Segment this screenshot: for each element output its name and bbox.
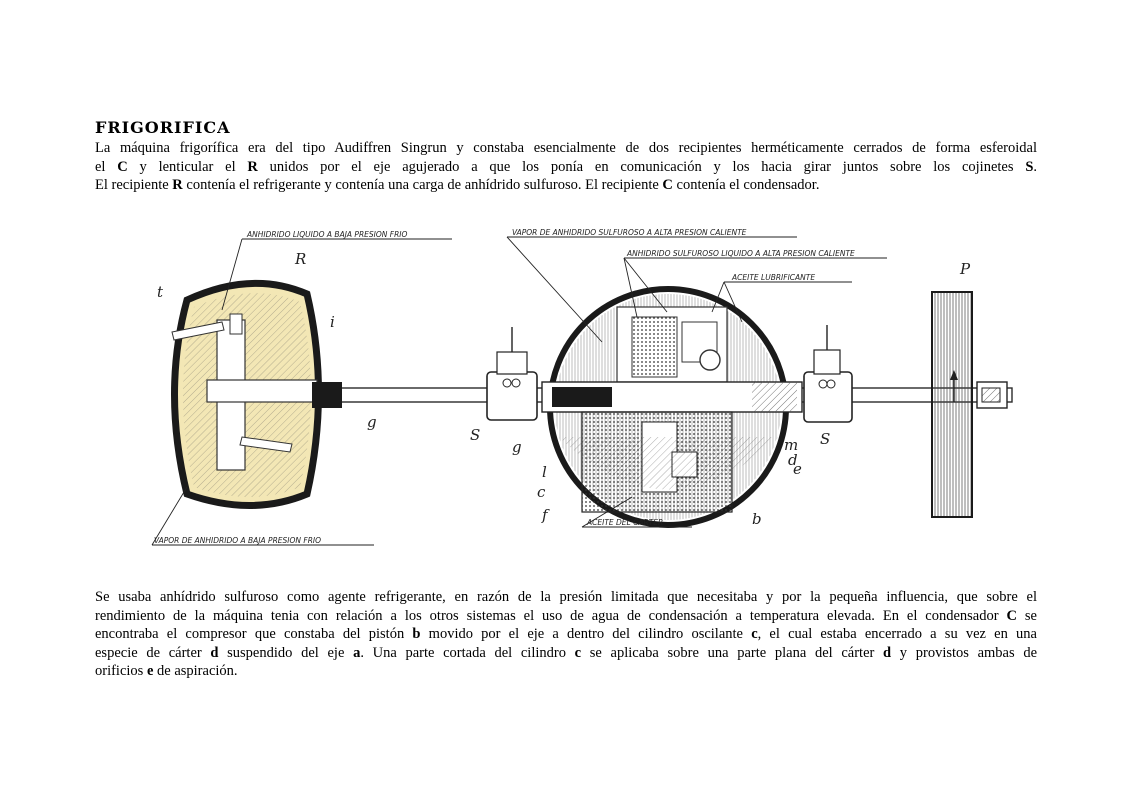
refrigerator-diagram	[112, 212, 1024, 560]
bearing-S-left	[487, 327, 537, 420]
label-S-left: S	[470, 426, 481, 444]
body-line-5: orificios e de aspiración.	[95, 663, 238, 679]
intro-line-2: el C y lenticular el R unidos por el eje agujerado a que los ponía en comunicación y los hacia girar juntos sobre los cojinetes S.	[95, 158, 1038, 175]
body-line-3: encontraba el compresor que constaba del pistón b movido por el eje a dentro del cilindro oscilante c, el cual estaba encerrado a su vez en una	[95, 626, 1037, 642]
label-i: i	[330, 313, 335, 331]
label-S-right: S	[820, 430, 831, 448]
intro-line-1: La máquina frigorífica era del tipo Audiffren Singrun y constaba esencialmente de dos recipientes herméticamente cerrados de forma esferoidal	[95, 140, 1037, 156]
label-f: f	[542, 506, 548, 524]
label-oil: ACEITE LUBRIFICANTE	[732, 273, 816, 282]
pulley-P	[932, 292, 1007, 517]
label-vapor-low: VAPOR DE ANHIDRIDO A BAJA PRESION FRIO	[154, 536, 322, 545]
body-line-4: especie de cárter d suspendido del eje a. Una parte cortada del cilindro c se aplicaba sobre una parte plana del cárter d y provistos ambas de	[95, 644, 1038, 661]
label-liquid-high: ANHIDRIDO SULFUROSO LIQUIDO A ALTA PRESION CALIENTE	[627, 249, 855, 258]
label-d: d	[788, 451, 798, 469]
label-t: t	[157, 283, 164, 301]
bearing-S-right	[804, 325, 852, 422]
label-l: l	[542, 463, 547, 481]
label-m: m	[784, 436, 799, 454]
label-c: c	[537, 483, 546, 501]
label-R: R	[295, 250, 307, 268]
label-P: P	[960, 260, 971, 278]
spherical-vessel-C	[542, 289, 802, 525]
label-e: e	[793, 460, 802, 478]
lenticular-vessel-R	[172, 283, 342, 505]
intro-line-3: El recipiente R contenía el refrigerante y contenía una carga de anhídrido sulfuroso. El recipiente C contenía el condensador.	[95, 177, 820, 193]
body-paragraph	[95, 588, 1037, 681]
label-g: g	[367, 413, 377, 431]
document-heading: FRIGORIFICA	[95, 118, 231, 137]
label-vapor-high: VAPOR DE ANHIDRIDO SULFUROSO A ALTA PRESION CALIENTE	[512, 228, 747, 237]
label-b: b	[752, 510, 762, 528]
label-liquid-low: ANHIDRIDO LIQUIDO A BAJA PRESION FRIO	[247, 230, 408, 239]
label-carter-oil: ACEITE DEL CARTER	[587, 518, 664, 527]
intro-paragraph	[95, 139, 1037, 195]
body-line-2: rendimiento de la máquina tenia con relación a los otros sistemas el uso de agua de condensación a temperatura elevada. En el condensador C se	[95, 607, 1037, 624]
body-line-1: Se usaba anhídrido sulfuroso como agente refrigerante, en razón de la presión limitada que necesitaba y por la pequeña influencia, que sobre el	[95, 589, 1037, 605]
label-g2: g	[512, 438, 522, 456]
